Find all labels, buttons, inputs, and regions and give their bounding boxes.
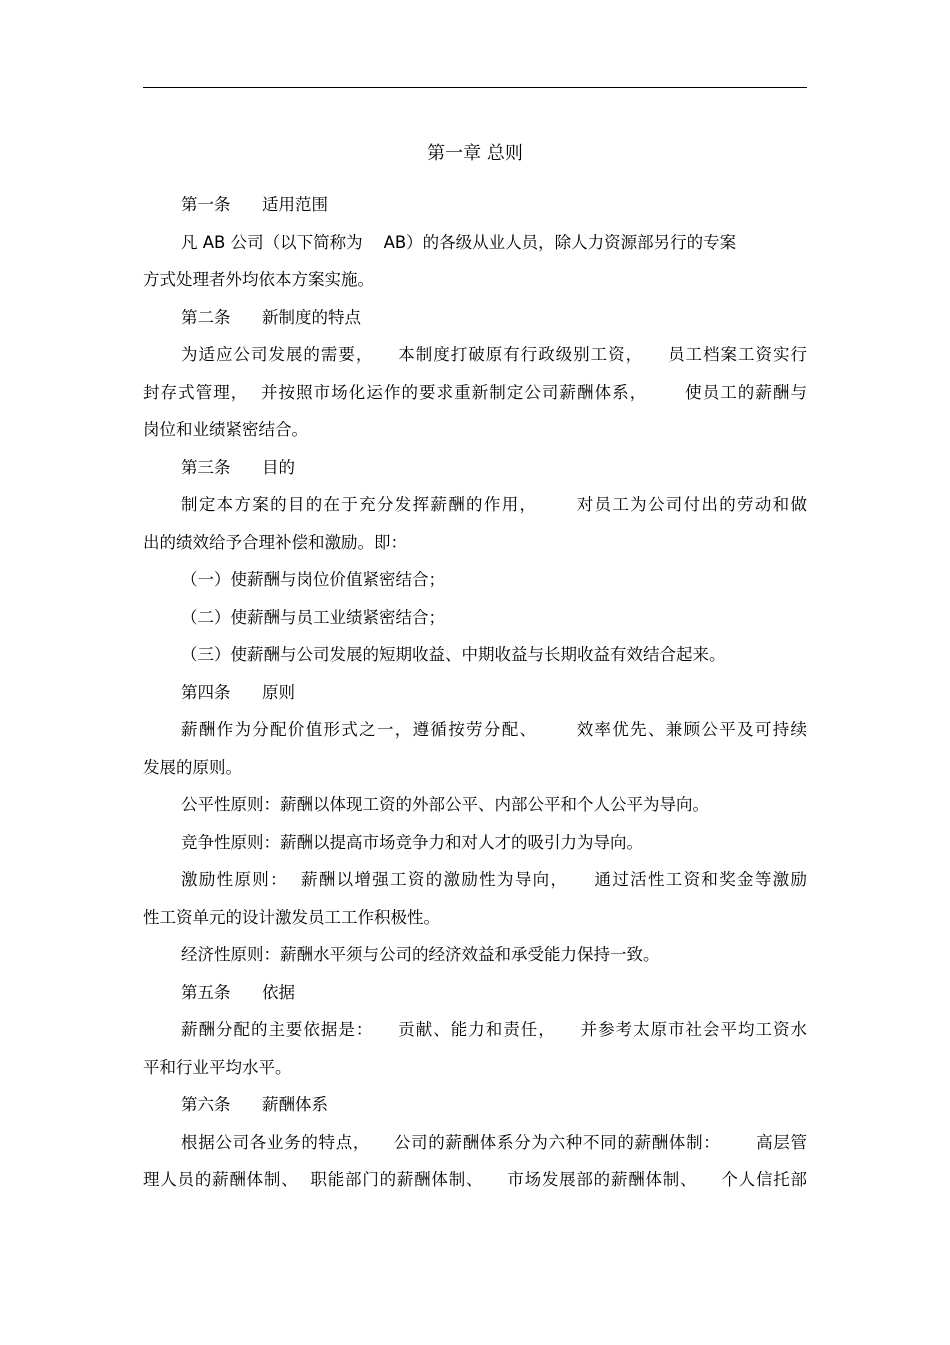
text-line: 方式处理者外均依本方案实施。 xyxy=(143,270,374,289)
document-page xyxy=(143,130,807,1199)
text-line: 第三条 目的 xyxy=(181,457,295,477)
header-rule xyxy=(143,87,807,88)
text-line: 第一条 适用范围 xyxy=(181,195,328,214)
text-line: 第四条 原则 xyxy=(181,682,295,702)
text-line: （一）使薪酬与岗位价值紧密结合； xyxy=(181,570,445,589)
text-line: 第六条 薪酬体系 xyxy=(181,1095,328,1114)
text-line: （三）使薪酬与公司发展的短期收益、中期收益与长期收益有效结合起来。 xyxy=(181,645,726,664)
text-line: 理人员的薪酬体制、 职能部门的薪酬体制、 市场发展部的薪酬体制、 个人信托部 xyxy=(143,1170,807,1189)
text-line: 薪酬分配的主要依据是： 贡献、能力和责任， 并参考太原市社会平均工资水 xyxy=(181,1020,807,1039)
text-line: 薪酬作为分配价值形式之一，遵循按劳分配、 效率优先、兼顾公平及可持续 xyxy=(181,720,807,739)
text-line: 经济性原则：薪酬水平须与公司的经济效益和承受能力保持一致。 xyxy=(181,945,660,964)
text-line: 根据公司各业务的特点， 公司的薪酬体系分为六种不同的薪酬体制： 高层管 xyxy=(181,1132,807,1152)
text-line: 竞争性原则：薪酬以提高市场竞争力和对人才的吸引力为导向。 xyxy=(181,832,643,852)
text-line: 封存式管理， 并按照市场化运作的要求重新制定公司薪酬体系， 使员工的薪酬与 xyxy=(143,382,807,402)
document-body xyxy=(143,186,807,1199)
text-line: （二）使薪酬与员工业绩紧密结合； xyxy=(181,607,445,627)
text-line: 凡 AB 公司（以下简称为 AB）的各级从业人员，除人力资源部另行的专案 xyxy=(181,232,737,252)
text-line: 岗位和业绩紧密结合。 xyxy=(143,420,308,439)
text-line: 发展的原则。 xyxy=(143,757,242,777)
chapter-title: 第一章 总则 xyxy=(427,143,523,164)
text-line: 第五条 依据 xyxy=(181,982,295,1002)
text-line: 激励性原则： 薪酬以增强工资的激励性为导向， 通过活性工资和奖金等激励 xyxy=(181,870,807,889)
text-line: 为适应公司发展的需要， 本制度打破原有行政级别工资， 员工档案工资实行 xyxy=(181,345,807,364)
text-line: 公平性原则：薪酬以体现工资的外部公平、内部公平和个人公平为导向。 xyxy=(181,795,709,814)
text-line: 制定本方案的目的在于充分发挥薪酬的作用， 对员工为公司付出的劳动和做 xyxy=(181,495,807,514)
text-line: 出的绩效给予合理补偿和激励。即： xyxy=(143,532,407,552)
text-line: 性工资单元的设计激发员工工作积极性。 xyxy=(143,907,440,927)
text-line: 第二条 新制度的特点 xyxy=(181,307,361,327)
text-line: 平和行业平均水平。 xyxy=(143,1057,292,1077)
